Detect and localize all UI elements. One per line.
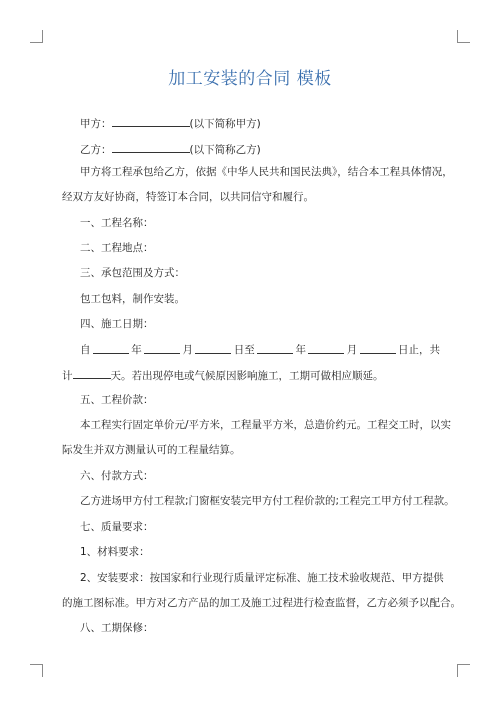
party-b-suffix: (以下简称乙方) xyxy=(189,144,261,156)
end-year-label: 年 xyxy=(295,344,306,356)
page-corner-bottom-left xyxy=(30,664,43,677)
section-6-body: 乙方进场甲方付工程款;门窗框安装完甲方付工程价款的;工程完工甲方付工程款。 xyxy=(80,495,455,507)
party-a-label: 甲方： xyxy=(80,118,112,130)
section-3-heading: 三、承包范围及方式： xyxy=(80,267,185,279)
section-3-body: 包工包料，制作安装。 xyxy=(80,293,185,305)
date-end-label: 日止，共 xyxy=(398,344,440,356)
end-day-blank[interactable] xyxy=(360,343,396,354)
intro-line-1: 甲方将工程承包给乙方，依据《中华人民共和国民法典》，结合本工程具体情况， xyxy=(80,166,453,178)
section-7-item-1: 1、材料要求： xyxy=(80,546,150,558)
section-7-heading: 七、质量要求： xyxy=(80,521,154,533)
end-month-blank[interactable] xyxy=(308,343,344,354)
party-b-label: 乙方： xyxy=(80,144,112,156)
section-8-heading: 八、工期保修： xyxy=(80,622,154,634)
page-corner-top-right xyxy=(457,30,470,43)
party-b-line xyxy=(80,142,440,157)
party-a-blank[interactable] xyxy=(112,116,190,127)
section-4-heading: 四、施工日期： xyxy=(80,318,154,330)
page-corner-top-left xyxy=(30,30,43,43)
days-prefix: 计 xyxy=(62,370,73,382)
end-year-blank[interactable] xyxy=(257,343,293,354)
end-month-label: 月 xyxy=(346,344,358,356)
party-b-blank[interactable] xyxy=(112,142,190,153)
section-2-heading: 二、工程地点： xyxy=(80,242,154,254)
date-to-label: 日至 xyxy=(233,344,255,356)
section-7-item-2-line-2: 的施工图标准。甲方对乙方产品的加工及施工过程进行检查监督，乙方必须予以配合。 xyxy=(62,597,461,609)
days-suffix: 天。若出现停电或气候原因影响施工，工期可做相应顺延。 xyxy=(110,370,384,382)
intro-line-2: 经双方友好协商，特签订本合同，以共同信守和履行。 xyxy=(62,191,314,203)
page-corner-bottom-right xyxy=(457,664,470,677)
section-5-heading: 五、工程价款： xyxy=(80,394,154,406)
section-7-item-2-line-1: 2、安装要求：按国家和行业现行质量评定标准、施工技术验收规范、甲方提供 xyxy=(80,572,444,584)
date-from-label: 自 xyxy=(80,344,91,356)
section-6-heading: 六、付款方式： xyxy=(80,470,154,482)
date-range-line xyxy=(80,343,440,357)
start-month-blank[interactable] xyxy=(144,343,180,354)
section-5-line-1: 本工程实行固定单价元/平方米，工程量平方米，总造价约元。工程交工时，以实 xyxy=(80,419,452,431)
section-5-line-2: 际发生并双方测量认可的工程量结算。 xyxy=(62,444,241,456)
start-day-blank[interactable] xyxy=(195,343,231,354)
start-year-blank[interactable] xyxy=(93,343,129,354)
start-month-label: 月 xyxy=(182,344,193,356)
document-title: 加工安装的合同 模板 xyxy=(168,69,332,89)
party-a-line xyxy=(80,116,440,131)
party-a-suffix: (以下简称甲方) xyxy=(189,118,261,130)
days-blank[interactable] xyxy=(73,368,111,379)
start-year-label: 年 xyxy=(131,344,142,356)
days-line xyxy=(62,368,440,383)
section-1-heading: 一、工程名称： xyxy=(80,217,154,229)
